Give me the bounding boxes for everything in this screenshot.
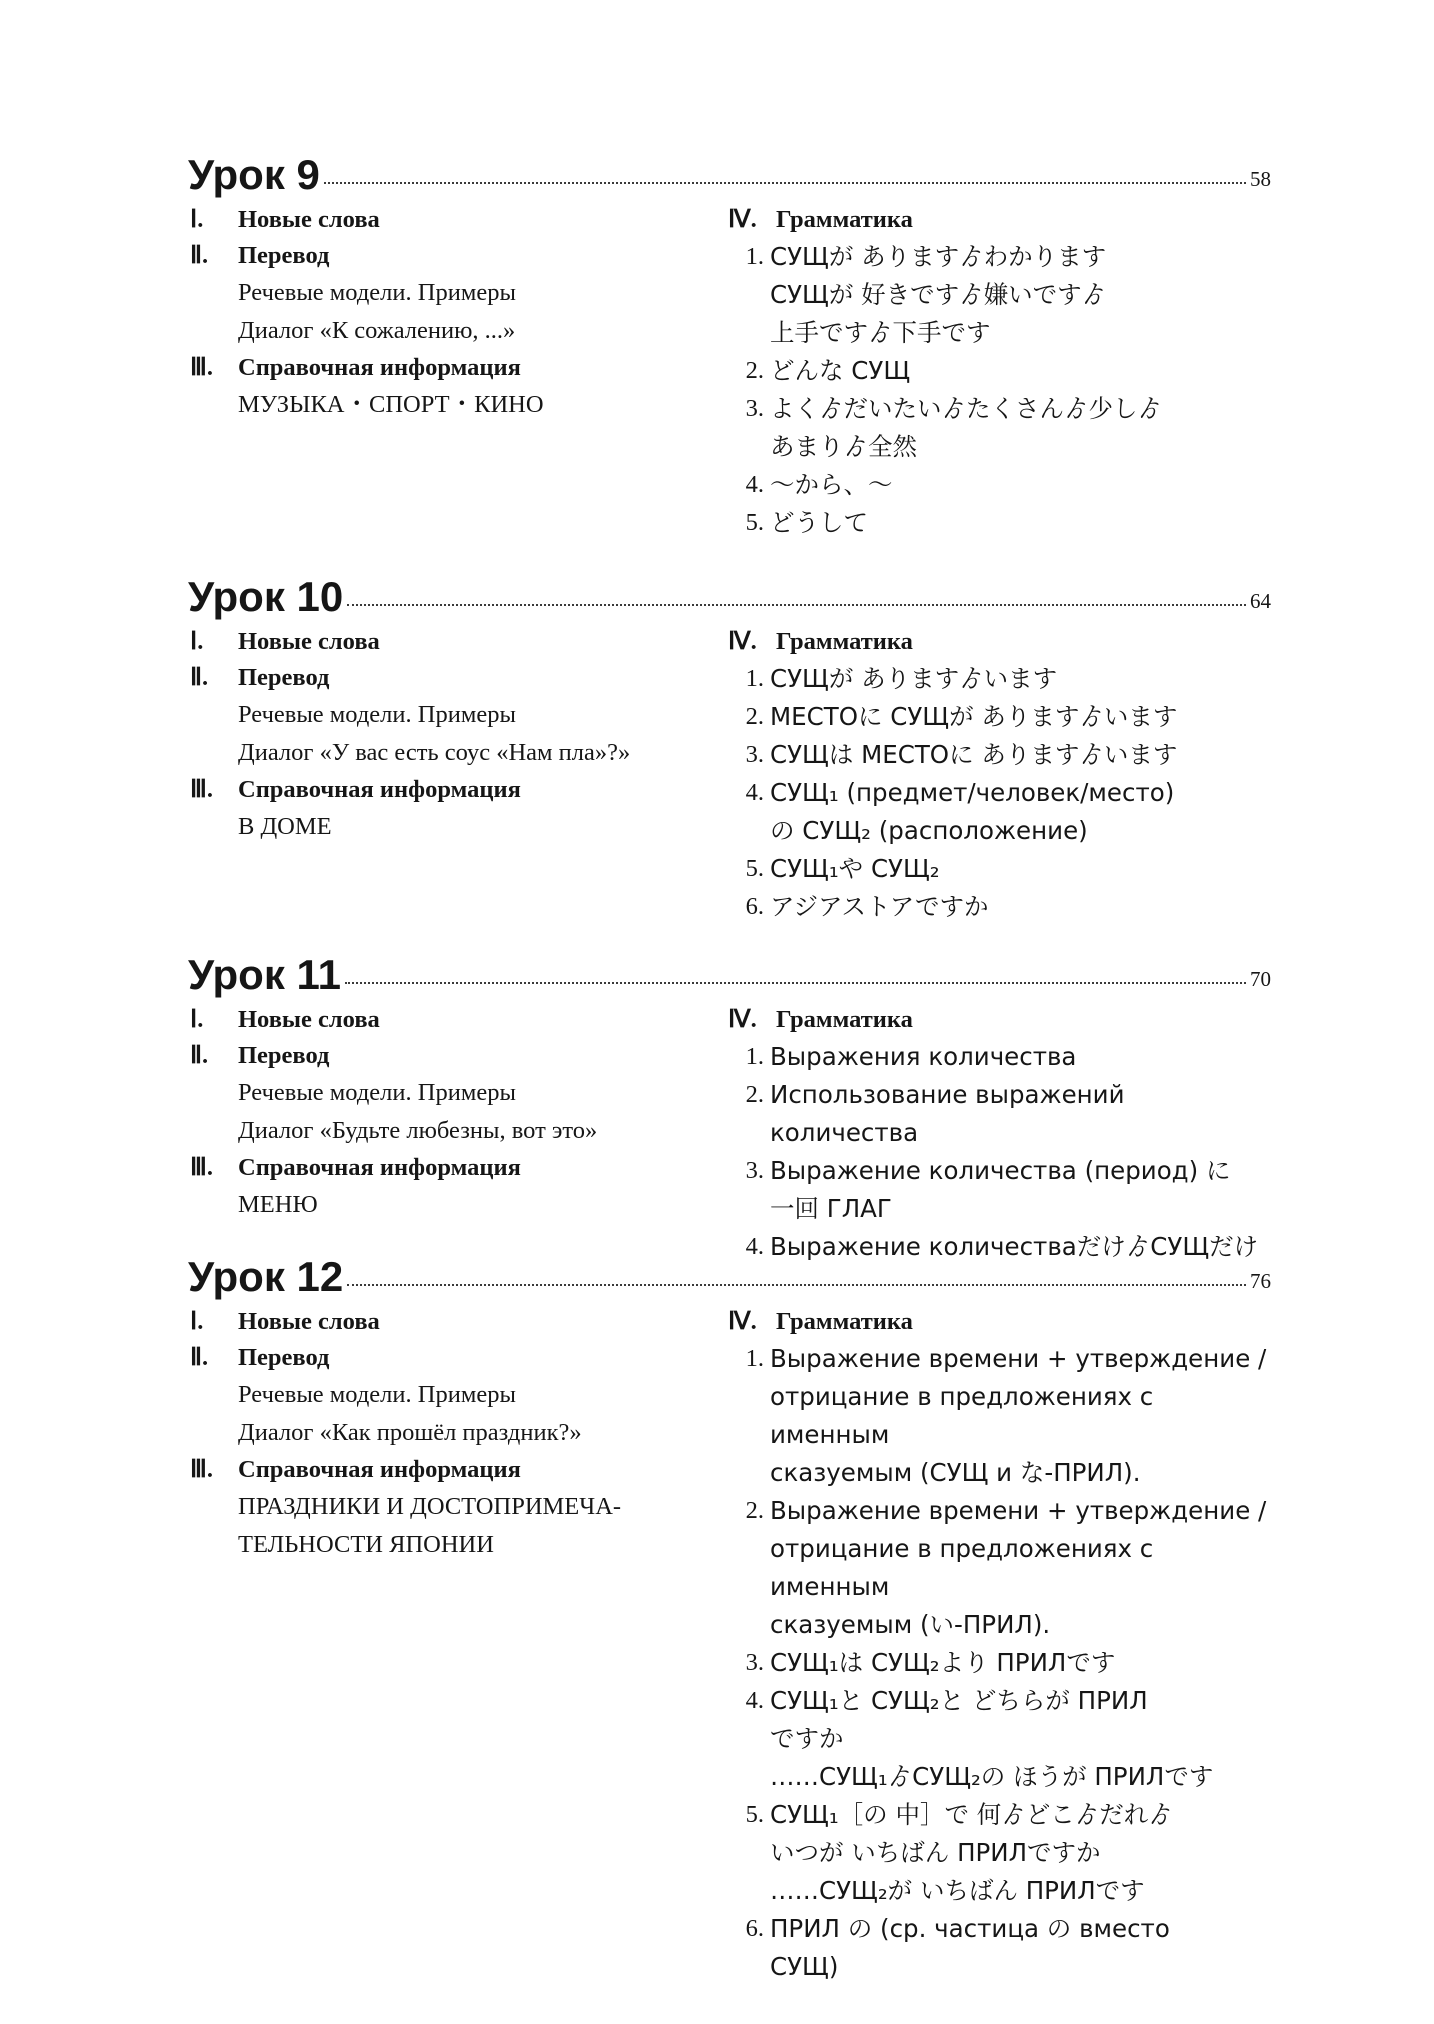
grammar-line: СУЩ₁と СУЩ₂と どちらが ПРИЛ — [770, 1686, 1148, 1715]
grammar-item-number: 4. — [745, 471, 764, 498]
grammar-line: ～から、～ — [770, 470, 893, 499]
lesson-grammar-column — [728, 202, 1271, 542]
grammar-item — [728, 698, 1271, 736]
section-number: Ⅲ. — [190, 1456, 214, 1483]
grammar-item-text — [770, 504, 1271, 542]
grammar-line: Выражение времени + утверждение / — [770, 1344, 1267, 1373]
grammar-item — [728, 504, 1271, 542]
grammar-item-text — [770, 466, 1271, 504]
lesson-left-column — [188, 202, 728, 542]
grammar-line: отрицание в предложениях с именным — [770, 1382, 1162, 1449]
grammar-item — [728, 888, 1271, 926]
lesson-header — [188, 562, 1271, 620]
dot-leader — [347, 604, 1246, 606]
section-subitem: МУЗЫКА・СПОРТ・КИНО — [238, 391, 544, 418]
grammar-line: сказуемым (い-ПРИЛ). — [770, 1610, 1051, 1639]
grammar-heading — [728, 1002, 1271, 1038]
grammar-item — [728, 660, 1271, 698]
grammar-line: СУЩ₁や СУЩ₂ — [770, 854, 940, 883]
section-subitem: Речевые модели. Примеры — [238, 701, 516, 728]
section-subitem: Диалог «У вас есть соус «Нам пла»?» — [238, 739, 631, 766]
section-heading — [190, 1304, 728, 1340]
lesson-columns — [188, 624, 1271, 926]
lesson-block — [188, 140, 1271, 542]
dot-leader — [324, 182, 1246, 184]
grammar-item — [728, 390, 1271, 466]
grammar-line: сказуемым (СУЩ и な-ПРИЛ). — [770, 1458, 1141, 1487]
grammar-item-text — [770, 1152, 1271, 1228]
lesson-header — [188, 940, 1271, 998]
grammar-line: СУЩ₁［の 中］で 何ゟどこゟだれゟ — [770, 1800, 1173, 1829]
grammar-item-text — [770, 238, 1271, 352]
section-label: Грамматика — [776, 206, 913, 233]
section-number: Ⅲ. — [190, 1154, 214, 1181]
grammar-item — [728, 1796, 1271, 1910]
grammar-item-text — [770, 1076, 1271, 1152]
grammar-line: СУЩが ありますゟわかります — [770, 242, 1107, 271]
grammar-item-number: 3. — [745, 741, 764, 768]
grammar-item-number: 5. — [745, 855, 764, 882]
grammar-item-number: 2. — [745, 1497, 764, 1524]
grammar-item — [728, 1038, 1271, 1076]
section-number: Ⅳ. — [728, 1308, 757, 1335]
grammar-item-text — [770, 1644, 1271, 1682]
lesson-header — [188, 140, 1271, 198]
section-number: Ⅰ. — [190, 628, 204, 655]
grammar-item-text — [770, 1682, 1271, 1796]
grammar-item — [728, 1340, 1271, 1492]
lesson-block — [188, 940, 1271, 1266]
dot-leader — [347, 1284, 1246, 1286]
section-label: Справочная информация — [238, 1154, 521, 1181]
section-number: Ⅱ. — [190, 1042, 209, 1069]
section-number: Ⅰ. — [190, 1308, 204, 1335]
lesson-left-column — [188, 624, 728, 926]
section-subitem: Диалог «Как прошёл праздник?» — [238, 1419, 582, 1446]
grammar-item — [728, 1076, 1271, 1152]
section-label: Перевод — [238, 1344, 330, 1371]
grammar-item-number: 2. — [745, 1081, 764, 1108]
section-label: Новые слова — [238, 206, 380, 233]
section-number: Ⅰ. — [190, 206, 204, 233]
grammar-item-number: 2. — [745, 703, 764, 730]
lesson-columns — [188, 1002, 1271, 1266]
section-heading — [190, 238, 728, 274]
grammar-line: Выражение количестваだけゟСУЩだけ — [770, 1232, 1259, 1261]
lesson-title: Урок 11 — [188, 951, 341, 998]
section-heading — [190, 772, 728, 808]
grammar-line: СУЩ₁ (предмет/человек/место) — [770, 778, 1175, 807]
grammar-line: отрицание в предложениях с именным — [770, 1534, 1162, 1601]
grammar-item — [728, 736, 1271, 774]
grammar-item-number: 1. — [745, 665, 764, 692]
section-label: Грамматика — [776, 1308, 913, 1335]
lesson-header — [188, 1242, 1271, 1300]
grammar-item — [728, 466, 1271, 504]
lesson-columns — [188, 202, 1271, 542]
page-number: 64 — [1250, 589, 1271, 613]
grammar-item-text — [770, 390, 1271, 466]
grammar-item-number: 2. — [745, 357, 764, 384]
section-heading — [190, 624, 728, 660]
section-number: Ⅲ. — [190, 776, 214, 803]
grammar-item-number: 1. — [745, 243, 764, 270]
lesson-grammar-column — [728, 1002, 1271, 1266]
grammar-item — [728, 1152, 1271, 1228]
grammar-line: Выражения количества — [770, 1042, 1077, 1071]
section-number: Ⅲ. — [190, 354, 214, 381]
grammar-line: どんな СУЩ — [770, 356, 911, 385]
grammar-line: СУЩは МЕСТОに ありますゟいます — [770, 740, 1178, 769]
grammar-item-text — [770, 888, 1271, 926]
section-subitem: МЕНЮ — [238, 1191, 318, 1218]
grammar-line: アジアストアですか — [770, 892, 989, 921]
grammar-line: СУЩ) — [770, 1952, 839, 1981]
page-number: 58 — [1250, 167, 1271, 191]
grammar-item-number: 6. — [745, 893, 764, 920]
section-subitem: Речевые модели. Примеры — [238, 1381, 516, 1408]
grammar-item-text — [770, 352, 1271, 390]
grammar-item-text — [770, 736, 1271, 774]
grammar-line: СУЩが ありますゟいます — [770, 664, 1058, 693]
grammar-line: ПРИЛ の (ср. частица の вместо — [770, 1914, 1170, 1943]
section-number: Ⅱ. — [190, 664, 209, 691]
grammar-item-text — [770, 850, 1271, 888]
section-label: Перевод — [238, 1042, 330, 1069]
grammar-line: ですか — [770, 1724, 844, 1753]
grammar-item-number: 3. — [745, 1649, 764, 1676]
lesson-grammar-column — [728, 624, 1271, 926]
grammar-item-number: 4. — [745, 1687, 764, 1714]
section-subitem: ПРАЗДНИКИ И ДОСТОПРИМЕЧА- — [238, 1493, 622, 1520]
grammar-item-number: 4. — [745, 1233, 764, 1260]
section-subitem: В ДОМЕ — [238, 813, 332, 840]
grammar-item-number: 1. — [745, 1043, 764, 1070]
grammar-item-text — [770, 1910, 1271, 1986]
grammar-item-text — [770, 660, 1271, 698]
grammar-item-text — [770, 1796, 1271, 1910]
page-number: 70 — [1250, 967, 1271, 991]
grammar-item — [728, 352, 1271, 390]
lesson-title: Урок 9 — [188, 151, 320, 198]
grammar-line: よくゟだいたいゟたくさんゟ少しゟ — [770, 394, 1162, 423]
lesson-block — [188, 1242, 1271, 1986]
lesson-left-column — [188, 1304, 728, 1986]
grammar-line: の СУЩ₂ (расположение) — [770, 816, 1088, 845]
grammar-line: ……СУЩ₁ゟСУЩ₂の ほうが ПРИЛです — [770, 1762, 1214, 1791]
lesson-left-column — [188, 1002, 728, 1266]
grammar-item-number: 5. — [745, 509, 764, 536]
grammar-item-number: 1. — [745, 1345, 764, 1372]
grammar-item-number: 3. — [745, 395, 764, 422]
section-label: Перевод — [238, 242, 330, 269]
grammar-line: 上手ですゟ下手です — [770, 318, 991, 347]
grammar-line: いつが いちばん ПРИЛですか — [770, 1838, 1101, 1867]
grammar-line: あまりゟ全然 — [770, 432, 917, 461]
page-number: 76 — [1250, 1269, 1271, 1293]
lesson-block — [188, 562, 1271, 926]
section-number: Ⅳ. — [728, 206, 757, 233]
grammar-item — [728, 1492, 1271, 1644]
section-label: Грамматика — [776, 1006, 913, 1033]
section-heading — [190, 1150, 728, 1186]
section-subitem: Диалог «К сожалению, ...» — [238, 317, 516, 344]
section-heading — [190, 660, 728, 696]
grammar-item-text — [770, 1492, 1271, 1644]
grammar-item-number: 6. — [745, 1915, 764, 1942]
grammar-item-text — [770, 698, 1271, 736]
grammar-line: ……СУЩ₂が いちばん ПРИЛです — [770, 1876, 1145, 1905]
section-number: Ⅱ. — [190, 1344, 209, 1371]
section-label: Перевод — [238, 664, 330, 691]
section-number: Ⅰ. — [190, 1006, 204, 1033]
section-subitem: Речевые модели. Примеры — [238, 279, 516, 306]
grammar-item — [728, 774, 1271, 850]
grammar-item-text — [770, 774, 1271, 850]
grammar-item — [728, 1910, 1271, 1986]
section-number: Ⅱ. — [190, 242, 209, 269]
grammar-line: どうして — [770, 508, 868, 537]
section-label: Новые слова — [238, 1308, 380, 1335]
lesson-title: Урок 10 — [188, 573, 344, 620]
section-number: Ⅳ. — [728, 628, 757, 655]
section-heading — [190, 1038, 728, 1074]
grammar-item — [728, 1644, 1271, 1682]
section-heading — [190, 202, 728, 238]
section-label: Новые слова — [238, 1006, 380, 1033]
section-label: Новые слова — [238, 628, 380, 655]
grammar-item — [728, 850, 1271, 888]
section-label: Справочная информация — [238, 776, 521, 803]
grammar-item — [728, 238, 1271, 352]
grammar-item-number: 5. — [745, 1801, 764, 1828]
section-heading — [190, 1002, 728, 1038]
grammar-heading — [728, 624, 1271, 660]
grammar-line: СУЩ₁は СУЩ₂より ПРИЛです — [770, 1648, 1116, 1677]
grammar-item-number: 3. — [745, 1157, 764, 1184]
section-label: Грамматика — [776, 628, 913, 655]
grammar-item-text — [770, 1340, 1271, 1492]
section-label: Справочная информация — [238, 354, 521, 381]
section-heading — [190, 1340, 728, 1376]
grammar-line: Выражение количества (период) に — [770, 1156, 1231, 1185]
grammar-line: СУЩが 好きですゟ嫌いですゟ — [770, 280, 1107, 309]
grammar-item-number: 4. — [745, 779, 764, 806]
grammar-line: 一回 ГЛАГ — [770, 1194, 892, 1223]
section-number: Ⅳ. — [728, 1006, 757, 1033]
section-heading — [190, 1452, 728, 1488]
section-label: Справочная информация — [238, 1456, 521, 1483]
lesson-columns — [188, 1304, 1271, 1986]
section-heading — [190, 350, 728, 386]
dot-leader — [345, 982, 1246, 984]
grammar-line: Использование выражений количества — [770, 1080, 1133, 1147]
section-subitem: ТЕЛЬНОСТИ ЯПОНИИ — [238, 1531, 494, 1558]
grammar-line: Выражение времени + утверждение / — [770, 1496, 1267, 1525]
lesson-grammar-column — [728, 1304, 1271, 1986]
grammar-line: МЕСТОに СУЩが ありますゟいます — [770, 702, 1178, 731]
grammar-heading — [728, 202, 1271, 238]
grammar-heading — [728, 1304, 1271, 1340]
lesson-title: Урок 12 — [188, 1253, 344, 1300]
grammar-item — [728, 1682, 1271, 1796]
section-subitem: Речевые модели. Примеры — [238, 1079, 516, 1106]
section-subitem: Диалог «Будьте любезны, вот это» — [238, 1117, 598, 1144]
grammar-item-text — [770, 1038, 1271, 1076]
